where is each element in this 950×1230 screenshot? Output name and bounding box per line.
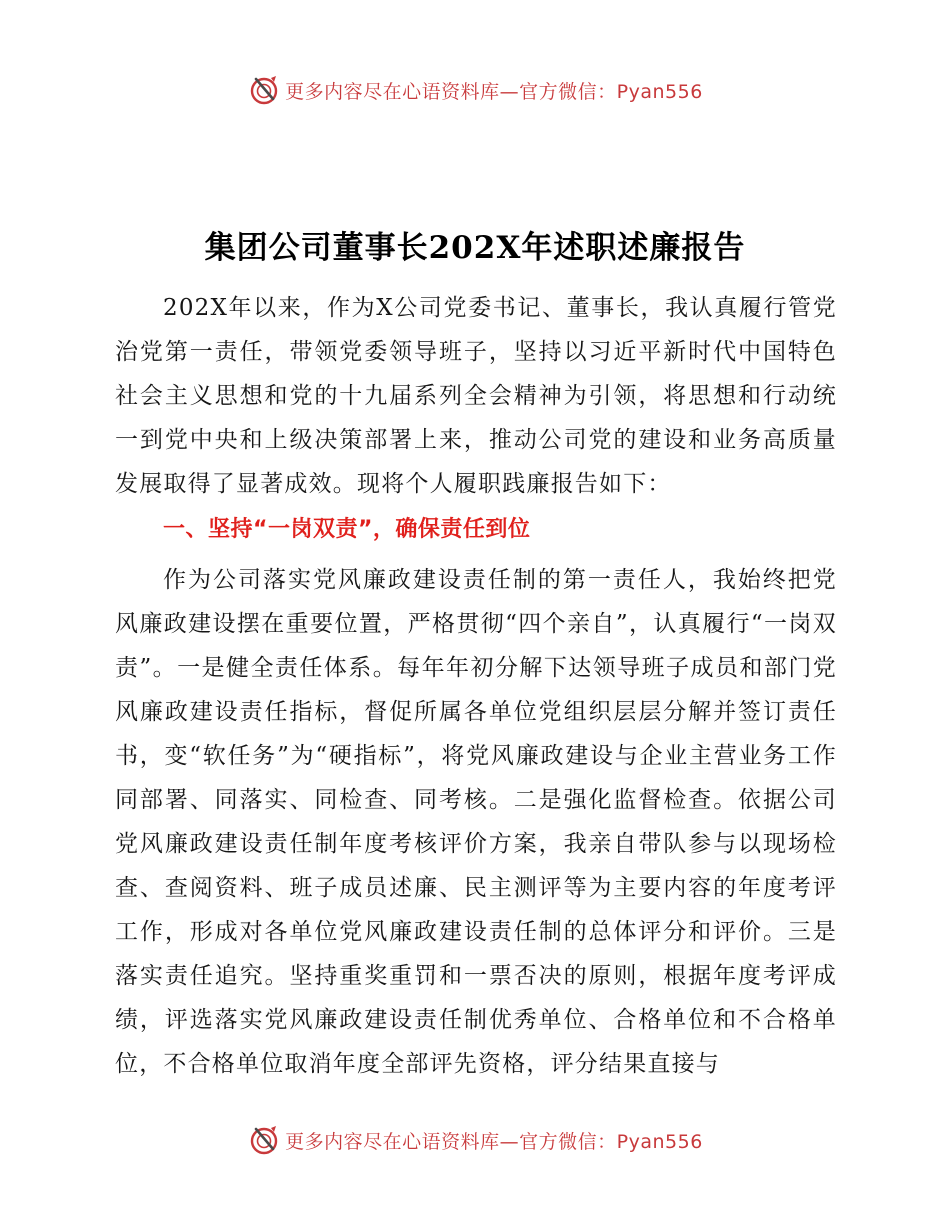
seal-logo-icon: [247, 73, 281, 107]
body-paragraph: 作为公司落实党风廉政建设责任制的第一责任人，我始终把党风廉政建设摆在重要位置，严格贯彻“四个亲自”，认真履行“一岗双责”。一是健全责任体系。每年年初分解下达领导班子成员和部门党风廉政建设责任指标，督促所属各单位党组织层层分解并签订责任书，变“软任务”为“硬指标”，将党风廉政建设与企业主营业务工作同部署、同落实、同检查、同考核。二是强化监督检查。依据公司党风廉政建设责任制年度考核评价方案，我亲自带队参与以现场检查、查阅资料、班子成员述廉、民主测评等为主要内容的年度考评工作，形成对各单位党风廉政建设责任制的总体评分和评价。三是落实责任追究。坚持重奖重罚和一票否决的原则，根据年度考评成绩，评选落实党风廉政建设责任制优秀单位、合格单位和不合格单位，不合格单位取消年度全部评先资格，评分结果直接与: [115, 567, 837, 1077]
intro-paragraph: 202X年以来，作为X公司党委书记、董事长，我认真履行管党治党第一责任，带领党委领导班子，坚持以习近平新时代中国特色社会主义思想和党的十九届系列全会精神为引领，将思想和行动统一到党中央和上级决策部署上来，推动公司党的建设和业务高质量发展取得了显著成效。现将个人履职践廉报告如下：: [115, 295, 837, 497]
document-title: 集团公司董事长202X年述职述廉报告: [204, 230, 746, 266]
footer-watermark: [0, 1120, 950, 1160]
header-watermark: [0, 70, 950, 110]
section-heading: 一、坚持“一岗双责”，确保责任到位: [163, 517, 531, 542]
seal-logo-icon: [247, 1123, 281, 1157]
watermark-text: 更多内容尽在心语资料库—官方微信：Pyan556: [285, 80, 703, 103]
watermark-text: 更多内容尽在心语资料库—官方微信：Pyan556: [285, 1130, 703, 1153]
document-body: [115, 286, 837, 1086]
